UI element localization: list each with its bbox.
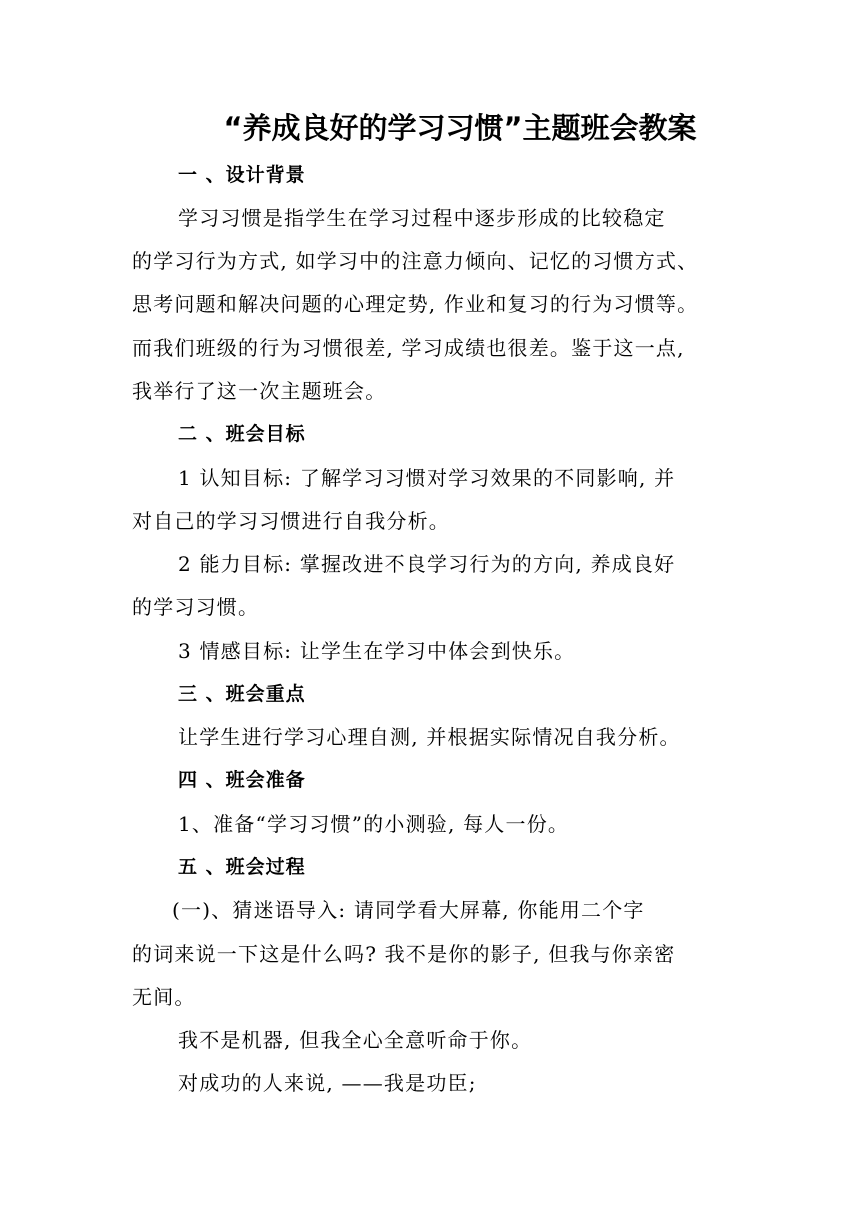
paragraph-line: 思考问题和解决问题的心理定势, 作业和复习的行为习惯等。	[132, 292, 699, 316]
section-heading-key-points: 三 、班会重点	[178, 683, 306, 705]
paragraph-line: 无间。	[132, 985, 196, 1009]
paragraph-line: 1、准备“学习习惯”的小测验, 每人一份。	[178, 812, 570, 836]
document-title: “养成良好的学习习惯”主题班会教案	[223, 111, 697, 145]
paragraph-line: 的词来说一下这是什么吗? 我不是你的影子, 但我与你亲密	[132, 942, 676, 966]
paragraph-line: 3 情感目标: 让学生在学习中体会到快乐。	[178, 639, 576, 663]
section-heading-process: 五 、班会过程	[178, 856, 306, 878]
paragraph-line: 而我们班级的行为习惯很差, 学习成绩也很差。鉴于这一点,	[132, 336, 685, 360]
section-heading-design-background: 一 、设计背景	[178, 164, 306, 186]
paragraph-line: 1 认知目标: 了解学习习惯对学习效果的不同影响, 并	[178, 466, 676, 490]
paragraph-line: 的学习习惯。	[132, 595, 260, 619]
section-heading-preparation: 四 、班会准备	[178, 769, 306, 791]
paragraph-line: 学习习惯是指学生在学习过程中逐步形成的比较稳定	[178, 206, 666, 230]
paragraph-line: 我不是机器, 但我全心全意听命于你。	[178, 1028, 533, 1052]
paragraph-line: 对自己的学习习惯进行自我分析。	[132, 509, 450, 533]
paragraph-line: 2 能力目标: 掌握改进不良学习行为的方向, 养成良好	[178, 552, 676, 576]
paragraph-line: 对成功的人来说, ——我是功臣;	[178, 1071, 477, 1095]
paragraph-line: 让学生进行学习心理自测, 并根据实际情况自我分析。	[178, 725, 681, 749]
paragraph-line: 的学习行为方式, 如学习中的注意力倾向、记忆的习惯方式、	[132, 249, 699, 273]
section-heading-goals: 二 、班会目标	[178, 423, 306, 445]
paragraph-line: 我举行了这一次主题班会。	[132, 379, 387, 403]
paragraph-line: (一)、猜迷语导入: 请同学看大屏幕, 你能用二个字	[172, 898, 645, 922]
